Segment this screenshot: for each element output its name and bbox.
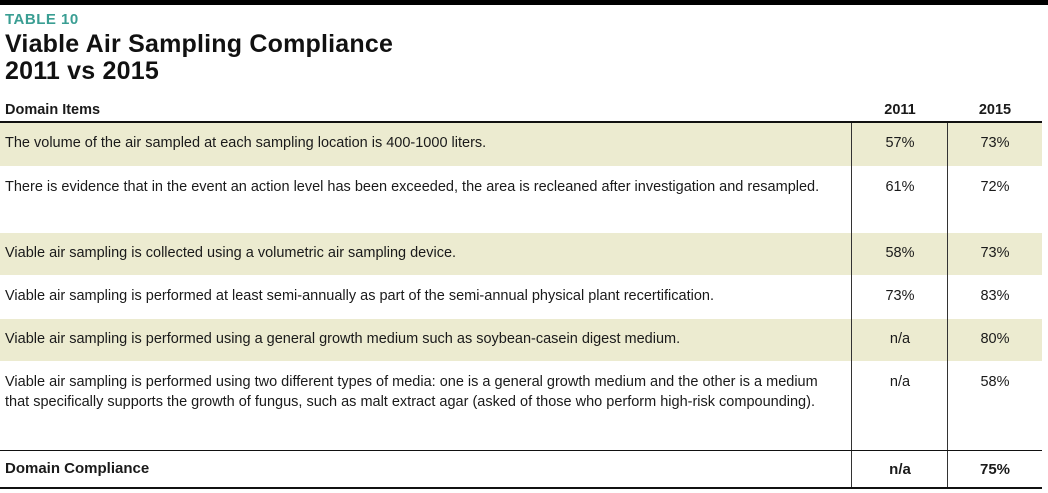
table-row — [0, 362, 1042, 450]
row-value-2011: 61% — [885, 179, 915, 195]
column-divider-2011 — [851, 123, 852, 487]
table-row — [0, 233, 1042, 276]
row-value-2011: 58% — [885, 245, 915, 261]
row-value-2011: 57% — [885, 135, 915, 151]
row-value-2015: 73% — [980, 135, 1010, 151]
row-item-text: There is evidence that in the event an action level has been exceeded, the area is recleaned after investigation and resampled. — [5, 179, 820, 195]
table-title-line-1: Viable Air Sampling Compliance — [5, 30, 394, 58]
table-row — [0, 123, 1042, 167]
column-header-domain-items: Domain Items — [5, 102, 101, 118]
row-value-2015: 83% — [980, 288, 1010, 304]
table-number-label: TABLE 10 — [5, 11, 79, 28]
domain-compliance-2015: 75% — [979, 461, 1011, 478]
row-item-text: Viable air sampling is collected using a volumetric air sampling device. — [5, 245, 457, 261]
top-rule — [0, 0, 1048, 5]
row-item-text: The volume of the air sampled at each sampling location is 400-1000 liters. — [5, 135, 487, 151]
table-title-line-2: 2011 vs 2015 — [5, 57, 159, 85]
row-value-2015: 72% — [980, 179, 1010, 195]
table-header-row — [0, 99, 1042, 123]
row-value-2015: 58% — [980, 374, 1010, 390]
table-title — [5, 31, 393, 85]
domain-compliance-row — [0, 450, 1042, 489]
row-value-2015: 73% — [980, 245, 1010, 261]
table-row — [0, 319, 1042, 362]
table-row — [0, 276, 1042, 319]
row-value-2015: 80% — [980, 331, 1010, 347]
domain-compliance-label: Domain Compliance — [5, 460, 150, 477]
row-value-2011: n/a — [889, 374, 911, 390]
row-value-2011: n/a — [889, 331, 911, 347]
table-row — [0, 167, 1042, 233]
row-item-text: Viable air sampling is performed using two different types of media: one is a general growth medium and the other is a medium that specifically supports the growth of fungus, such as malt extract agar (asked of those who perform high-risk compounding). — [5, 374, 818, 410]
column-divider-2015 — [947, 123, 948, 487]
column-header-2011: 2011 — [884, 102, 916, 118]
row-item-text: Viable air sampling is performed at least semi-annually as part of the semi-annual physical plant recertification. — [5, 288, 714, 304]
column-header-2015: 2015 — [978, 102, 1012, 118]
domain-compliance-2011: n/a — [889, 461, 911, 478]
row-value-2011: 73% — [885, 288, 915, 304]
row-item-text: Viable air sampling is performed using a general growth medium such as soybean-casein digest medium. — [5, 331, 681, 347]
